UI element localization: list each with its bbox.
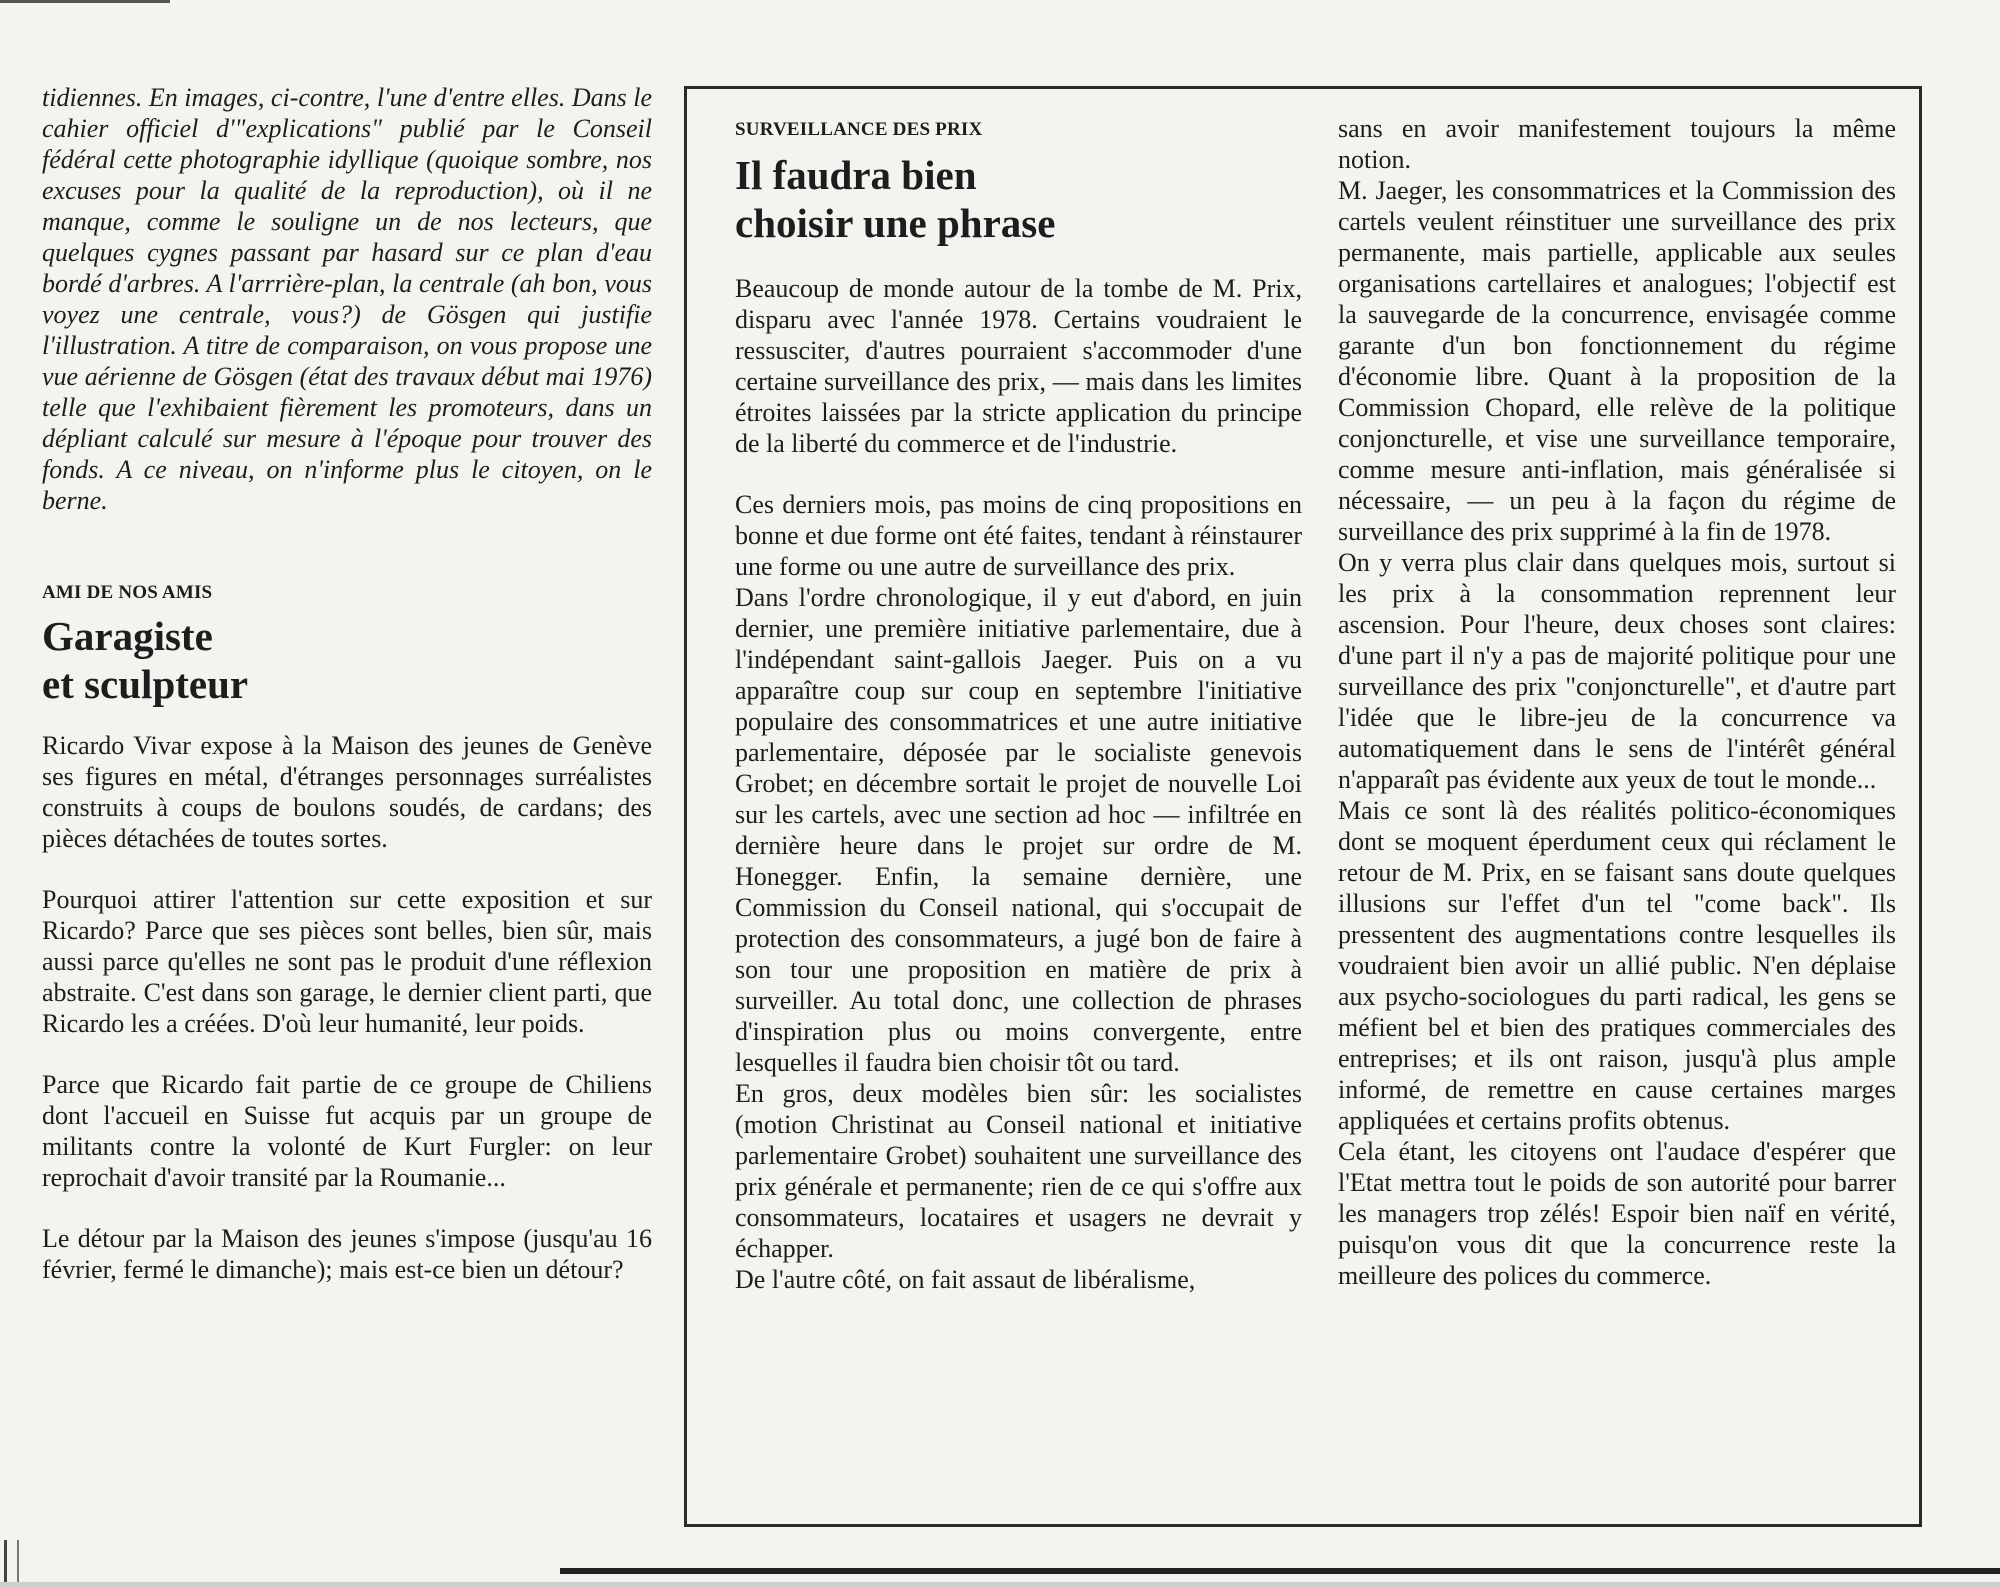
article-kicker: AMI DE NOS AMIS — [42, 582, 213, 603]
boxed-article — [684, 86, 1922, 1527]
article-headline — [42, 612, 652, 708]
body-paragraph: Mais ce sont là des réalités politico-économiques dont se moquent éperdument ceux qui réclament le retour de M. Prix, en se faisant sans doute quelques illusions sur l'effet d'un tel "come back". Ils pressentent des augmentations contre lesquelles ils voudraient bien avoir un allié public. N'en déplaise aux psycho-sociologues du parti radical, les gens se méfient bel et bien des pratiques commerciales des entreprises; et ils ont raison, jusqu'à plus ample informé, de remettre en cause certaines marges appliquées et certains profits obtenus. — [1338, 796, 1896, 1135]
headline-line: Il faudra bien — [735, 152, 977, 198]
body-paragraph: Beaucoup de monde autour de la tombe de M. Prix, disparu avec l'année 1978. Certains voudraient le ressusciter, d'autres pourraient s'accommoder d'une certaine surveillance des prix, — mais dans les limites étroites laissées par la stricte application du principe de la liberté du commerce et de l'industrie. — [735, 274, 1302, 458]
headline-line: Garagiste — [42, 613, 213, 659]
body-paragraph: Parce que Ricardo fait partie de ce groupe de Chiliens dont l'accueil en Suisse fut acquis par un groupe de militants contre la volonté de Kurt Furgler: on leur reprochait d'avoir transité par la Roumanie... — [42, 1070, 652, 1192]
body-paragraph: Ricardo Vivar expose à la Maison des jeunes de Genève ses figures en métal, d'étranges personnages surréalistes construits à coups de boulons soudés, de cardans; des pièces détachées de toutes sortes. — [42, 731, 652, 853]
body-paragraph: Dans l'ordre chronologique, il y eut d'abord, en juin dernier, une première initiative parlementaire, due à l'indépendant saint-gallois Jaeger. Puis on a vu apparaître coup sur coup en septembre l'initiative populaire des consommatrices et une autre initiative parlementaire, déposée par le socialiste genevois Grobet; en décembre sortait le projet de nouvelle Loi sur les cartels, avec une section ad hoc — infiltrée en dernière heure dans le projet sur ordre de M. Honegger. Enfin, la semaine dernière, une Commission du Conseil national, qui s'occupait de protection des consommateurs, a jugé bon de faire à son tour une proposition en matière de prix à surveiller. Au total donc, une collection de phrases d'inspiration plus ou moins convergente, entre lesquelles il faudra bien choisir tôt ou tard. — [735, 583, 1302, 1077]
body-paragraph: De l'autre côté, on fait assaut de libéralisme, — [735, 1265, 1196, 1294]
body-paragraph: En gros, deux modèles bien sûr: les socialistes (motion Christinat au Conseil national et initiative parlementaire Grobet) souhaitent une surveillance des prix générale et permanente; rien de ce qui s'offre aux consommateurs, locataires et usagers ne devrait y échapper. — [735, 1079, 1302, 1263]
top-rule — [0, 0, 170, 3]
headline-line: choisir une phrase — [735, 200, 1056, 246]
body-paragraph: On y verra plus clair dans quelques mois, surtout si les prix à la consommation reprennent leur ascension. Pour l'heure, deux choses sont claires: d'une part il n'y a pas de majorité politique pour une surveillance des prix "conjoncturelle", et d'autre part l'idée que le libre-jeu de la concurrence va automatiquement dans le sens de l'intérêt général n'apparaît pas évidente aux yeux de tout le monde... — [1338, 548, 1896, 794]
box-headline — [735, 151, 1302, 247]
bottom-rule — [560, 1568, 2000, 1574]
page-edge — [0, 1582, 2000, 1588]
headline-line: et sculpteur — [42, 661, 249, 707]
body-paragraph: Cela étant, les citoyens ont l'audace d'espérer que l'Etat mettra tout le poids de son autorité pour barrer les managers trop zélés! Espoir bien naïf en vérité, puisqu'on vous dit que la concurrence reste la meilleure des polices du commerce. — [1338, 1137, 1896, 1290]
body-paragraph: M. Jaeger, les consommatrices et la Commission des cartels veulent réinstituer une surveillance des prix permanente, mais partielle, applicable aux seules organisations cartellaires et analogues; l'objectif est la sauvegarde de la concurrence, envisagée comme garante d'un bon fonctionnement du régime d'économie libre. Quant à la proposition de la Commission Chopard, elle relève de la politique conjoncturelle, et vise une surveillance temporaire, comme mesure anti-inflation, mais généralisée si nécessaire, — un peu à la façon du régime de surveillance des prix supprimé à la fin de 1978. — [1338, 176, 1896, 546]
intro-italic-paragraph: tidiennes. En images, ci-contre, l'une d'entre elles. Dans le cahier officiel d'"explications" publié par le Conseil fédéral cette photographie idyllique (quoique sombre, nos excuses pour la qualité de la reproduction), où il ne manque, comme le souligne un de nos lecteurs, que quelques cygnes passant par hasard sur ce plan d'eau bordé d'arbres. A l'arrrière-plan, la centrale (ah bon, vous voyez une centrale, vous?) de Gösgen qui justifie l'illustration. A titre de comparaison, on vous propose une vue aérienne de Gösgen (état des travaux début mai 1976) telle que l'exhibaient fièrement les promoteurs, dans un dépliant calculé sur mesure à l'époque pour trouver des fonds. A ce niveau, on n'informe plus le citoyen, on le berne. — [42, 83, 652, 515]
box-kicker: SURVEILLANCE DES PRIX — [735, 119, 983, 140]
box-left-column — [735, 119, 1302, 1295]
binding-edge-mark — [4, 1540, 19, 1588]
box-right-column — [1338, 113, 1896, 1291]
body-paragraph: Ces derniers mois, pas moins de cinq propositions en bonne et due forme ont été faites, tendant à réinstaurer une forme ou une autre de surveillance des prix. — [735, 490, 1302, 581]
body-paragraph: Pourquoi attirer l'attention sur cette exposition et sur Ricardo? Parce que ses pièces sont belles, bien sûr, mais aussi parce qu'elles ne sont pas le produit d'une réflexion abstraite. C'est dans son garage, le dernier client parti, que Ricardo les a créées. D'où leur humanité, leur poids. — [42, 885, 652, 1038]
body-paragraph: sans en avoir manifestement toujours la même notion. — [1338, 114, 1896, 174]
body-paragraph: Le détour par la Maison des jeunes s'impose (jusqu'au 16 février, fermé le dimanche); mais est-ce bien un détour? — [42, 1224, 652, 1284]
left-column — [42, 82, 652, 1285]
